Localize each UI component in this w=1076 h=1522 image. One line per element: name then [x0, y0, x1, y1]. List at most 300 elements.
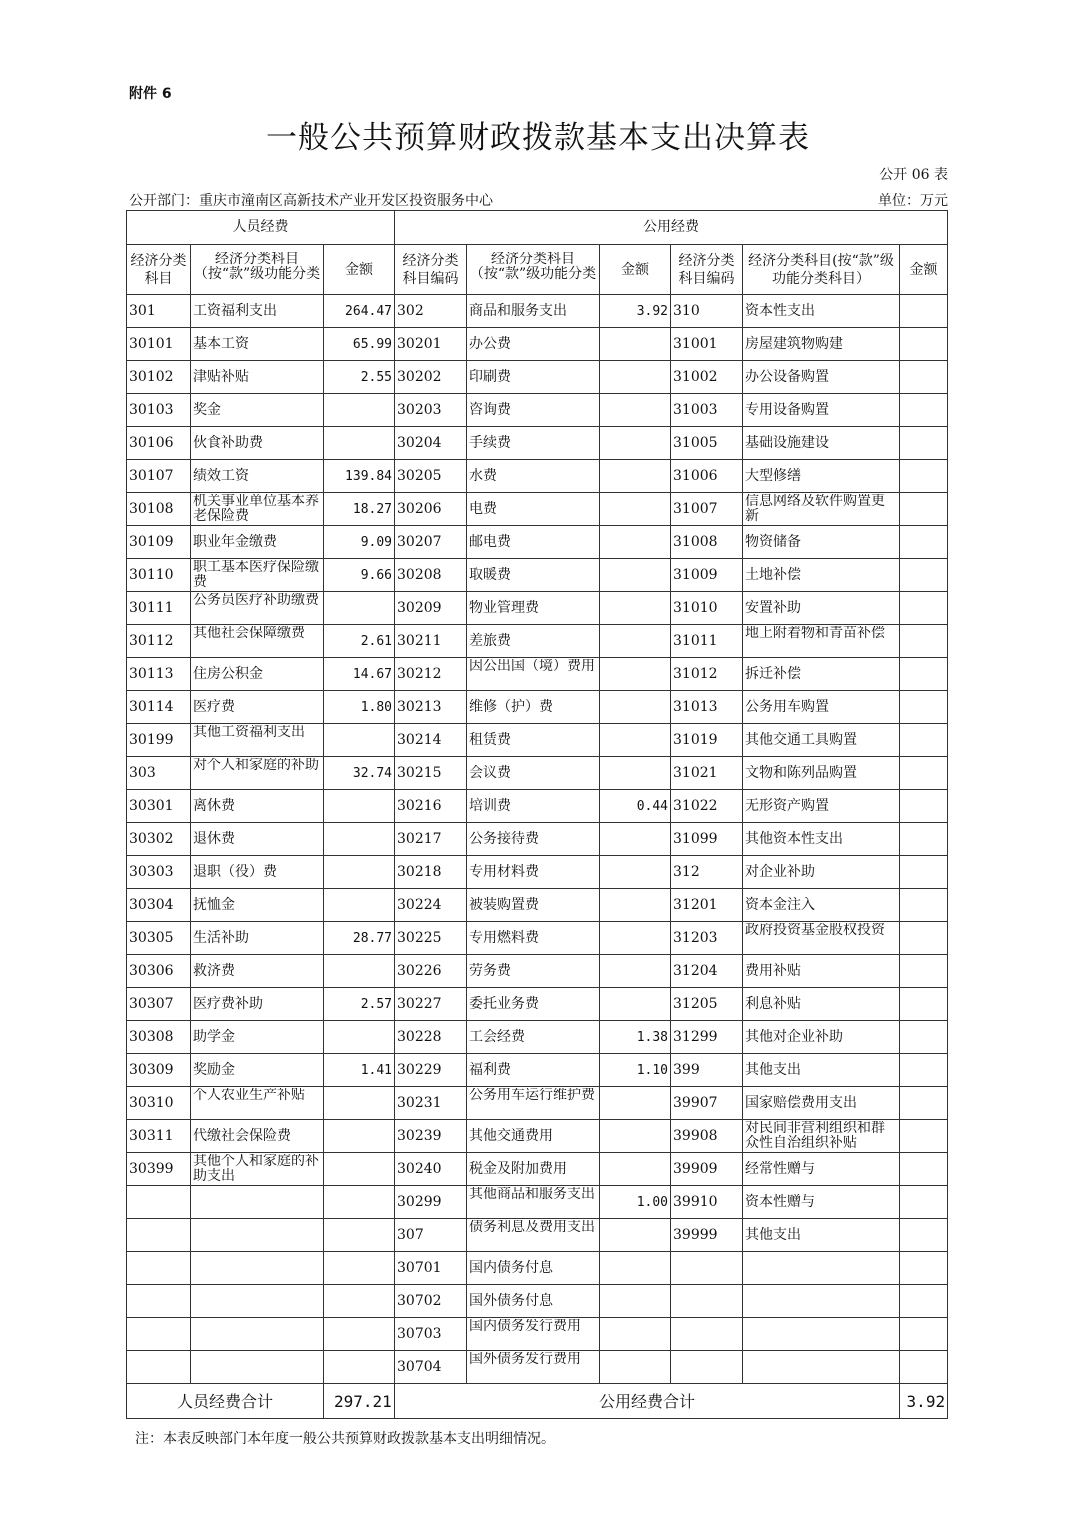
capital-code-cell: 31008: [671, 526, 743, 559]
personnel-code-cell: [127, 1318, 191, 1351]
goods-amount-cell: [600, 922, 671, 955]
personnel-amount-cell: 18.27: [324, 493, 395, 526]
capital-code-cell: 31010: [671, 592, 743, 625]
table-row: [127, 955, 948, 988]
capital-name-cell: 信息网络及软件购置更新: [743, 493, 900, 526]
personnel-name-cell: 其他工资福利支出: [191, 724, 324, 757]
personnel-amount-cell: [324, 592, 395, 625]
personnel-code-cell: 30305: [127, 922, 191, 955]
goods-name-cell: 印刷费: [467, 361, 600, 394]
goods-name-cell: 工会经费: [467, 1021, 600, 1054]
personnel-amount-cell: [324, 724, 395, 757]
capital-code-cell: 31203: [671, 922, 743, 955]
goods-code-cell: 30702: [395, 1285, 467, 1318]
table-row: [127, 1021, 948, 1054]
goods-code-cell: 30224: [395, 889, 467, 922]
personnel-code-cell: [127, 1219, 191, 1252]
personnel-name-cell: 基本工资: [191, 328, 324, 361]
personnel-name-cell: 个人农业生产补贴: [191, 1087, 324, 1120]
personnel-name-cell: 公务员医疗补助缴费: [191, 592, 324, 625]
personnel-code-cell: 30199: [127, 724, 191, 757]
goods-amount-cell: 1.38: [600, 1021, 671, 1054]
capital-name-cell: 土地补偿: [743, 559, 900, 592]
personnel-amount-cell: 2.55: [324, 361, 395, 394]
section-header-row: [127, 211, 948, 245]
goods-amount-cell: [600, 1219, 671, 1252]
expenditure-table: [126, 210, 948, 1419]
goods-amount-cell: [600, 1087, 671, 1120]
capital-name-cell: [743, 1318, 900, 1351]
personnel-total-label: 人员经费合计: [127, 1384, 324, 1419]
goods-code-cell: 30206: [395, 493, 467, 526]
table-row: [127, 856, 948, 889]
capital-name-cell: [743, 1252, 900, 1285]
goods-amount-cell: 3.92: [600, 295, 671, 328]
goods-name-cell: 专用材料费: [467, 856, 600, 889]
personnel-name-cell: 对个人和家庭的补助: [191, 757, 324, 790]
personnel-code-cell: 30311: [127, 1120, 191, 1153]
goods-amount-cell: [600, 1120, 671, 1153]
goods-amount-cell: 1.00: [600, 1186, 671, 1219]
personnel-name-cell: [191, 1252, 324, 1285]
capital-amount-cell: [900, 1252, 948, 1285]
goods-name-cell: 其他交通费用: [467, 1120, 600, 1153]
goods-name-cell: 国外债务付息: [467, 1285, 600, 1318]
attachment-label: 附件 6: [129, 86, 172, 102]
capital-name-cell: 利息补贴: [743, 988, 900, 1021]
table-row: [127, 658, 948, 691]
table-row: [127, 1054, 948, 1087]
goods-code-cell: 30208: [395, 559, 467, 592]
personnel-name-cell: [191, 1285, 324, 1318]
page-title: 一般公共预算财政拨款基本支出决算表: [266, 120, 810, 156]
goods-code-cell: 30703: [395, 1318, 467, 1351]
capital-amount-cell: [900, 361, 948, 394]
goods-name-cell: 公务接待费: [467, 823, 600, 856]
personnel-name-cell: [191, 1318, 324, 1351]
table-row: [127, 559, 948, 592]
capital-name-cell: 房屋建筑物购建: [743, 328, 900, 361]
capital-name-cell: 资本金注入: [743, 889, 900, 922]
personnel-amount-cell: [324, 1087, 395, 1120]
personnel-amount-cell: [324, 955, 395, 988]
personnel-amount-cell: 1.80: [324, 691, 395, 724]
header-personnel-name: 经济分类科目（按“款”级功能分类: [191, 245, 324, 295]
goods-name-cell: 手续费: [467, 427, 600, 460]
goods-name-cell: 被装购置费: [467, 889, 600, 922]
table-row: [127, 988, 948, 1021]
capital-name-cell: [743, 1351, 900, 1384]
personnel-code-cell: 30303: [127, 856, 191, 889]
public-section-header: 公用经费: [395, 211, 948, 245]
capital-amount-cell: [900, 823, 948, 856]
capital-amount-cell: [900, 658, 948, 691]
capital-name-cell: 其他资本性支出: [743, 823, 900, 856]
capital-code-cell: 31002: [671, 361, 743, 394]
goods-code-cell: 30225: [395, 922, 467, 955]
personnel-name-cell: 机关事业单位基本养老保险费: [191, 493, 324, 526]
personnel-amount-cell: 32.74: [324, 757, 395, 790]
goods-amount-cell: 0.44: [600, 790, 671, 823]
capital-amount-cell: [900, 427, 948, 460]
capital-name-cell: 安置补助: [743, 592, 900, 625]
personnel-amount-cell: [324, 889, 395, 922]
table-row: [127, 1252, 948, 1285]
capital-amount-cell: [900, 1054, 948, 1087]
table-row: [127, 625, 948, 658]
table-row: [127, 1351, 948, 1384]
goods-amount-cell: [600, 361, 671, 394]
table-row: [127, 1120, 948, 1153]
personnel-amount-cell: [324, 1351, 395, 1384]
capital-code-cell: 39907: [671, 1087, 743, 1120]
table-row: [127, 526, 948, 559]
goods-code-cell: 30207: [395, 526, 467, 559]
capital-amount-cell: [900, 856, 948, 889]
goods-amount-cell: [600, 1285, 671, 1318]
table-row: [127, 889, 948, 922]
personnel-name-cell: 职工基本医疗保险缴费: [191, 559, 324, 592]
table-row: [127, 1285, 948, 1318]
goods-name-cell: 水费: [467, 460, 600, 493]
goods-name-cell: 因公出国（境）费用: [467, 658, 600, 691]
goods-code-cell: 30205: [395, 460, 467, 493]
personnel-name-cell: 代缴社会保险费: [191, 1120, 324, 1153]
capital-name-cell: 费用补贴: [743, 955, 900, 988]
personnel-code-cell: [127, 1186, 191, 1219]
personnel-amount-cell: [324, 1021, 395, 1054]
capital-amount-cell: [900, 1285, 948, 1318]
personnel-name-cell: 救济费: [191, 955, 324, 988]
personnel-name-cell: 职业年金缴费: [191, 526, 324, 559]
capital-amount-cell: [900, 295, 948, 328]
goods-code-cell: 30218: [395, 856, 467, 889]
table-row: [127, 724, 948, 757]
goods-amount-cell: [600, 757, 671, 790]
header-capital-code: 经济分类科目编码: [671, 245, 743, 295]
personnel-name-cell: 抚恤金: [191, 889, 324, 922]
personnel-amount-cell: 28.77: [324, 922, 395, 955]
personnel-code-cell: 301: [127, 295, 191, 328]
goods-name-cell: 租赁费: [467, 724, 600, 757]
goods-name-cell: 国外债务发行费用: [467, 1351, 600, 1384]
capital-code-cell: 31007: [671, 493, 743, 526]
capital-code-cell: [671, 1351, 743, 1384]
capital-code-cell: 310: [671, 295, 743, 328]
goods-code-cell: 30209: [395, 592, 467, 625]
personnel-code-cell: 30111: [127, 592, 191, 625]
capital-code-cell: 31022: [671, 790, 743, 823]
capital-amount-cell: [900, 889, 948, 922]
goods-name-cell: 专用燃料费: [467, 922, 600, 955]
personnel-name-cell: [191, 1219, 324, 1252]
table-row: [127, 460, 948, 493]
capital-amount-cell: [900, 1153, 948, 1186]
goods-amount-cell: [600, 559, 671, 592]
capital-code-cell: 31001: [671, 328, 743, 361]
personnel-code-cell: 30101: [127, 328, 191, 361]
goods-amount-cell: [600, 823, 671, 856]
capital-code-cell: 31019: [671, 724, 743, 757]
capital-name-cell: 基础设施建设: [743, 427, 900, 460]
goods-amount-cell: [600, 955, 671, 988]
personnel-name-cell: 退休费: [191, 823, 324, 856]
personnel-code-cell: 30102: [127, 361, 191, 394]
capital-amount-cell: [900, 559, 948, 592]
goods-amount-cell: [600, 460, 671, 493]
capital-code-cell: 31013: [671, 691, 743, 724]
capital-amount-cell: [900, 1318, 948, 1351]
goods-code-cell: 30239: [395, 1120, 467, 1153]
capital-amount-cell: [900, 724, 948, 757]
form-number: 公开 06 表: [879, 167, 948, 183]
goods-code-cell: 307: [395, 1219, 467, 1252]
capital-code-cell: 31005: [671, 427, 743, 460]
capital-name-cell: 其他支出: [743, 1219, 900, 1252]
goods-amount-cell: [600, 526, 671, 559]
goods-code-cell: 30204: [395, 427, 467, 460]
goods-name-cell: 维修（护）费: [467, 691, 600, 724]
personnel-code-cell: 30301: [127, 790, 191, 823]
personnel-total-value: 297.21: [324, 1384, 395, 1419]
capital-name-cell: 公务用车购置: [743, 691, 900, 724]
goods-name-cell: 税金及附加费用: [467, 1153, 600, 1186]
personnel-name-cell: 生活补助: [191, 922, 324, 955]
personnel-amount-cell: [324, 1120, 395, 1153]
goods-name-cell: 商品和服务支出: [467, 295, 600, 328]
goods-code-cell: 30229: [395, 1054, 467, 1087]
capital-amount-cell: [900, 625, 948, 658]
personnel-amount-cell: [324, 427, 395, 460]
header-capital-name: 经济分类科目(按“款”级功能分类科目）: [743, 245, 900, 295]
goods-name-cell: 其他商品和服务支出: [467, 1186, 600, 1219]
goods-code-cell: 30202: [395, 361, 467, 394]
header-goods-code: 经济分类科目编码: [395, 245, 467, 295]
capital-name-cell: 其他对企业补助: [743, 1021, 900, 1054]
personnel-code-cell: 30308: [127, 1021, 191, 1054]
personnel-code-cell: 30309: [127, 1054, 191, 1087]
table-row: [127, 394, 948, 427]
capital-amount-cell: [900, 1120, 948, 1153]
header-goods-name: 经济分类科目（按“款”级功能分类: [467, 245, 600, 295]
personnel-name-cell: 医疗费补助: [191, 988, 324, 1021]
personnel-code-cell: 30108: [127, 493, 191, 526]
goods-code-cell: 30701: [395, 1252, 467, 1285]
goods-code-cell: 30704: [395, 1351, 467, 1384]
capital-code-cell: [671, 1285, 743, 1318]
personnel-name-cell: 助学金: [191, 1021, 324, 1054]
table-row: [127, 1318, 948, 1351]
table-row: [127, 1219, 948, 1252]
goods-name-cell: 会议费: [467, 757, 600, 790]
capital-amount-cell: [900, 526, 948, 559]
personnel-code-cell: 30107: [127, 460, 191, 493]
goods-name-cell: 办公费: [467, 328, 600, 361]
capital-code-cell: 312: [671, 856, 743, 889]
personnel-name-cell: 奖励金: [191, 1054, 324, 1087]
capital-name-cell: 对民间非营利组织和群众性自治组织补贴: [743, 1120, 900, 1153]
capital-code-cell: 399: [671, 1054, 743, 1087]
personnel-code-cell: 30307: [127, 988, 191, 1021]
goods-name-cell: 公务用车运行维护费: [467, 1087, 600, 1120]
capital-code-cell: 31006: [671, 460, 743, 493]
personnel-amount-cell: 14.67: [324, 658, 395, 691]
goods-code-cell: 30213: [395, 691, 467, 724]
personnel-code-cell: 30310: [127, 1087, 191, 1120]
personnel-code-cell: 30306: [127, 955, 191, 988]
goods-name-cell: 物业管理费: [467, 592, 600, 625]
capital-name-cell: [743, 1285, 900, 1318]
goods-code-cell: 30217: [395, 823, 467, 856]
capital-amount-cell: [900, 1087, 948, 1120]
capital-amount-cell: [900, 955, 948, 988]
personnel-amount-cell: [324, 790, 395, 823]
personnel-amount-cell: [324, 1318, 395, 1351]
capital-name-cell: 大型修缮: [743, 460, 900, 493]
capital-name-cell: 办公设备购置: [743, 361, 900, 394]
goods-amount-cell: [600, 1153, 671, 1186]
capital-amount-cell: [900, 1219, 948, 1252]
public-total-value: 3.92: [900, 1384, 948, 1419]
capital-name-cell: 资本性赠与: [743, 1186, 900, 1219]
goods-name-cell: 邮电费: [467, 526, 600, 559]
goods-amount-cell: [600, 493, 671, 526]
goods-amount-cell: [600, 1318, 671, 1351]
goods-name-cell: 国内债务发行费用: [467, 1318, 600, 1351]
personnel-name-cell: 其他社会保障缴费: [191, 625, 324, 658]
goods-code-cell: 30216: [395, 790, 467, 823]
personnel-code-cell: [127, 1351, 191, 1384]
goods-code-cell: 30214: [395, 724, 467, 757]
capital-code-cell: 31003: [671, 394, 743, 427]
capital-name-cell: 国家赔偿费用支出: [743, 1087, 900, 1120]
personnel-code-cell: 30109: [127, 526, 191, 559]
personnel-code-cell: [127, 1285, 191, 1318]
capital-amount-cell: [900, 328, 948, 361]
goods-code-cell: 302: [395, 295, 467, 328]
table-row: [127, 493, 948, 526]
footnote: 注：本表反映部门本年度一般公共预算财政拨款基本支出明细情况。: [135, 1431, 555, 1447]
goods-amount-cell: [600, 1252, 671, 1285]
goods-code-cell: 30215: [395, 757, 467, 790]
goods-name-cell: 债务利息及费用支出: [467, 1219, 600, 1252]
personnel-code-cell: 30103: [127, 394, 191, 427]
capital-amount-cell: [900, 592, 948, 625]
public-total-label: 公用经费合计: [395, 1384, 900, 1419]
personnel-name-cell: [191, 1186, 324, 1219]
personnel-name-cell: 离休费: [191, 790, 324, 823]
table-row: [127, 1186, 948, 1219]
table-row: [127, 592, 948, 625]
goods-name-cell: 取暖费: [467, 559, 600, 592]
personnel-code-cell: 30114: [127, 691, 191, 724]
personnel-amount-cell: 1.41: [324, 1054, 395, 1087]
capital-code-cell: 31201: [671, 889, 743, 922]
goods-name-cell: 电费: [467, 493, 600, 526]
goods-name-cell: 培训费: [467, 790, 600, 823]
goods-amount-cell: [600, 889, 671, 922]
personnel-name-cell: [191, 1351, 324, 1384]
goods-amount-cell: [600, 328, 671, 361]
table-row: [127, 757, 948, 790]
capital-name-cell: 其他交通工具购置: [743, 724, 900, 757]
capital-code-cell: [671, 1318, 743, 1351]
goods-amount-cell: [600, 592, 671, 625]
personnel-name-cell: 其他个人和家庭的补助支出: [191, 1153, 324, 1186]
header-personnel-code: 经济分类科目: [127, 245, 191, 295]
table-row: [127, 295, 948, 328]
personnel-amount-cell: [324, 856, 395, 889]
table-row: [127, 1153, 948, 1186]
personnel-amount-cell: [324, 1252, 395, 1285]
department-label: 公开部门：重庆市潼南区高新技术产业开发区投资服务中心: [129, 193, 493, 209]
capital-name-cell: 经常性赠与: [743, 1153, 900, 1186]
capital-name-cell: 物资储备: [743, 526, 900, 559]
goods-amount-cell: [600, 691, 671, 724]
capital-amount-cell: [900, 1351, 948, 1384]
goods-amount-cell: [600, 724, 671, 757]
goods-name-cell: 劳务费: [467, 955, 600, 988]
capital-code-cell: 31011: [671, 625, 743, 658]
capital-amount-cell: [900, 394, 948, 427]
personnel-code-cell: 30304: [127, 889, 191, 922]
personnel-name-cell: 津贴补贴: [191, 361, 324, 394]
capital-amount-cell: [900, 922, 948, 955]
goods-name-cell: 差旅费: [467, 625, 600, 658]
personnel-name-cell: 退职（役）费: [191, 856, 324, 889]
personnel-amount-cell: 139.84: [324, 460, 395, 493]
table-row: [127, 361, 948, 394]
column-header-row: [127, 245, 948, 295]
capital-name-cell: 拆迁补偿: [743, 658, 900, 691]
goods-name-cell: 咨询费: [467, 394, 600, 427]
goods-code-cell: 30212: [395, 658, 467, 691]
goods-code-cell: 30228: [395, 1021, 467, 1054]
personnel-code-cell: 30106: [127, 427, 191, 460]
personnel-amount-cell: [324, 1219, 395, 1252]
goods-code-cell: 30231: [395, 1087, 467, 1120]
capital-amount-cell: [900, 790, 948, 823]
goods-code-cell: 30201: [395, 328, 467, 361]
capital-amount-cell: [900, 1021, 948, 1054]
goods-code-cell: 30227: [395, 988, 467, 1021]
capital-name-cell: 其他支出: [743, 1054, 900, 1087]
goods-amount-cell: [600, 856, 671, 889]
personnel-amount-cell: [324, 1153, 395, 1186]
capital-amount-cell: [900, 460, 948, 493]
table-row: [127, 823, 948, 856]
header-goods-amount: 金额: [600, 245, 671, 295]
goods-name-cell: 国内债务付息: [467, 1252, 600, 1285]
personnel-code-cell: 303: [127, 757, 191, 790]
personnel-amount-cell: 2.57: [324, 988, 395, 1021]
personnel-code-cell: [127, 1252, 191, 1285]
header-personnel-amount: 金额: [324, 245, 395, 295]
goods-amount-cell: [600, 1351, 671, 1384]
goods-code-cell: 30299: [395, 1186, 467, 1219]
totals-row: [127, 1384, 948, 1419]
capital-code-cell: 31021: [671, 757, 743, 790]
capital-code-cell: 39909: [671, 1153, 743, 1186]
capital-code-cell: [671, 1252, 743, 1285]
personnel-amount-cell: 264.47: [324, 295, 395, 328]
personnel-code-cell: 30302: [127, 823, 191, 856]
goods-code-cell: 30203: [395, 394, 467, 427]
goods-code-cell: 30226: [395, 955, 467, 988]
personnel-amount-cell: [324, 394, 395, 427]
personnel-name-cell: 医疗费: [191, 691, 324, 724]
personnel-code-cell: 30113: [127, 658, 191, 691]
